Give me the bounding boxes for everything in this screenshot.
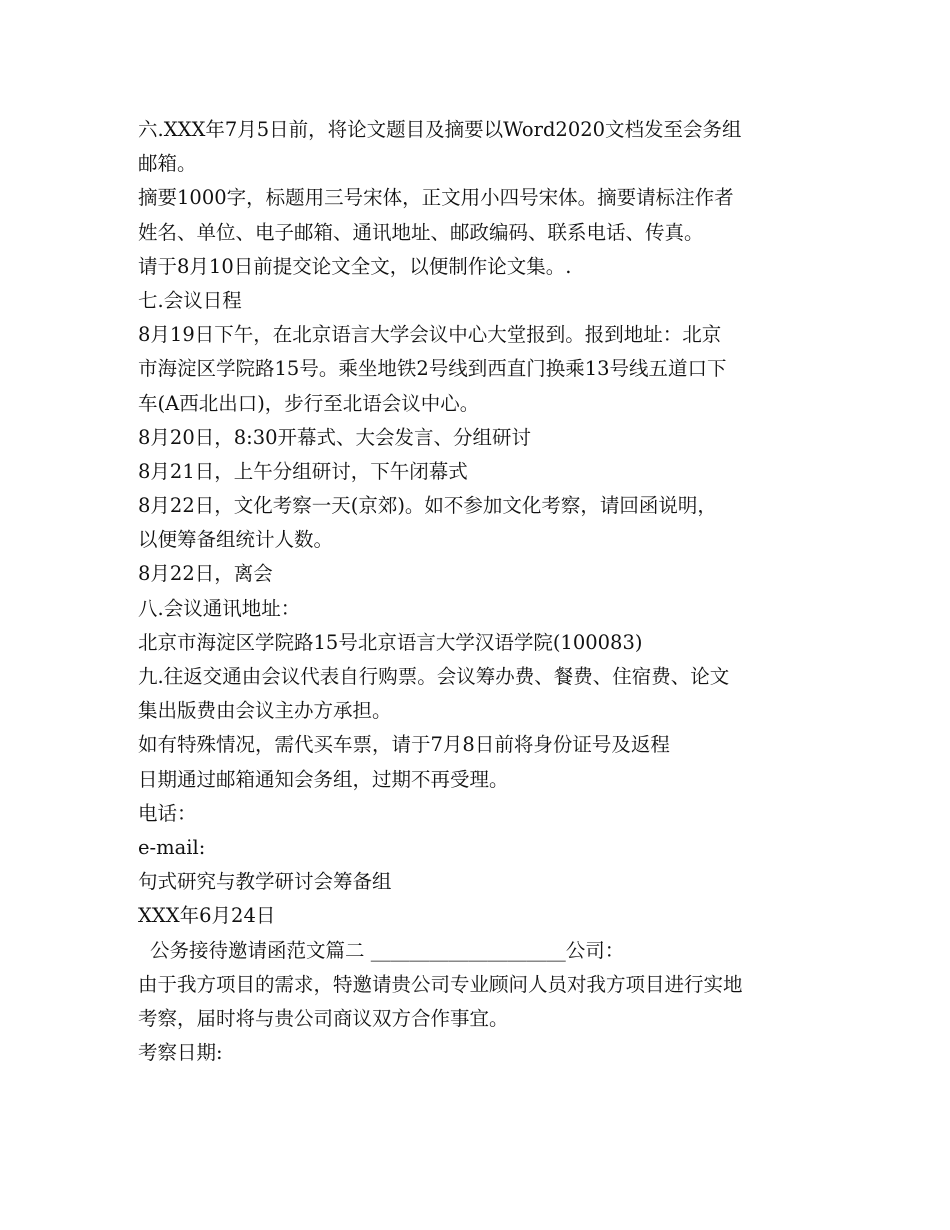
- inspection-date-label: 考察日期:: [138, 1041, 223, 1065]
- section-heading: 九.往返交通由会议代表自行购票。会议筹办费、餐费、住宿费、论文: [138, 665, 730, 688]
- text-line: 由于我方项目的需求，特邀请贵公司专业顾问人员对我方项目进行实地: [138, 972, 743, 996]
- text-line: 邮箱。: [138, 152, 197, 176]
- text-line: 如有特殊情况，需代买车票，请于7月8日前将身份证号及返程: [138, 733, 670, 757]
- schedule-item: 8月22日，文化考察一天(京郊)。如不参加文化考察，请回函说明，: [138, 494, 717, 518]
- text-line: 车(A西北出口)，步行至北语会议中心。: [138, 391, 480, 415]
- text-line: 请于8月10日前提交论文全文，以便制作论文集。.: [138, 254, 572, 278]
- schedule-item: 8月20日，8:30开幕式、大会发言、分组研讨: [138, 425, 532, 449]
- schedule-item: 8月22日，离会: [138, 562, 273, 586]
- email-label: e-mail:: [138, 835, 206, 859]
- section-heading: 八.会议通讯地址：: [138, 596, 301, 620]
- second-letter-heading: 公务接待邀请函范文篇二 ____________________公司：: [150, 938, 625, 962]
- text-line: 日期通过邮箱通知会务组，过期不再受理。: [138, 767, 509, 791]
- text-line: 集出版费由会议主办方承担。: [138, 699, 392, 723]
- text-line: 以便筹备组统计人数。: [138, 528, 334, 552]
- text-line: 考察，届时将与贵公司商议双方合作事宜。: [138, 1006, 509, 1030]
- section-heading: 七.会议日程: [138, 288, 242, 312]
- text-line: 市海淀区学院路15号。乘坐地铁2号线到西直门换乘13号线五道口下: [138, 357, 727, 381]
- phone-label: 电话：: [138, 801, 197, 825]
- signature-organizer: 句式研究与教学研讨会筹备组: [138, 870, 392, 894]
- address-line: 北京市海淀区学院路15号北京语言大学汉语学院(100083): [138, 630, 643, 654]
- text-line: 8月19日下午，在北京语言大学会议中心大堂报到。报到地址：北京: [138, 323, 722, 347]
- document-body: [138, 113, 818, 1070]
- text-line: 六.XXX年7月5日前，将论文题目及摘要以Word2020文档发至会务组: [138, 118, 742, 141]
- schedule-item: 8月21日，上午分组研讨，下午闭幕式: [138, 459, 468, 483]
- text-line: 摘要1000字，标题用三号宋体，正文用小四号宋体。摘要请标注作者: [138, 186, 734, 210]
- signature-date: XXX年6月24日: [138, 904, 276, 928]
- text-line: 姓名、单位、电子邮箱、通讯地址、邮政编码、联系电话、传真。: [138, 220, 704, 244]
